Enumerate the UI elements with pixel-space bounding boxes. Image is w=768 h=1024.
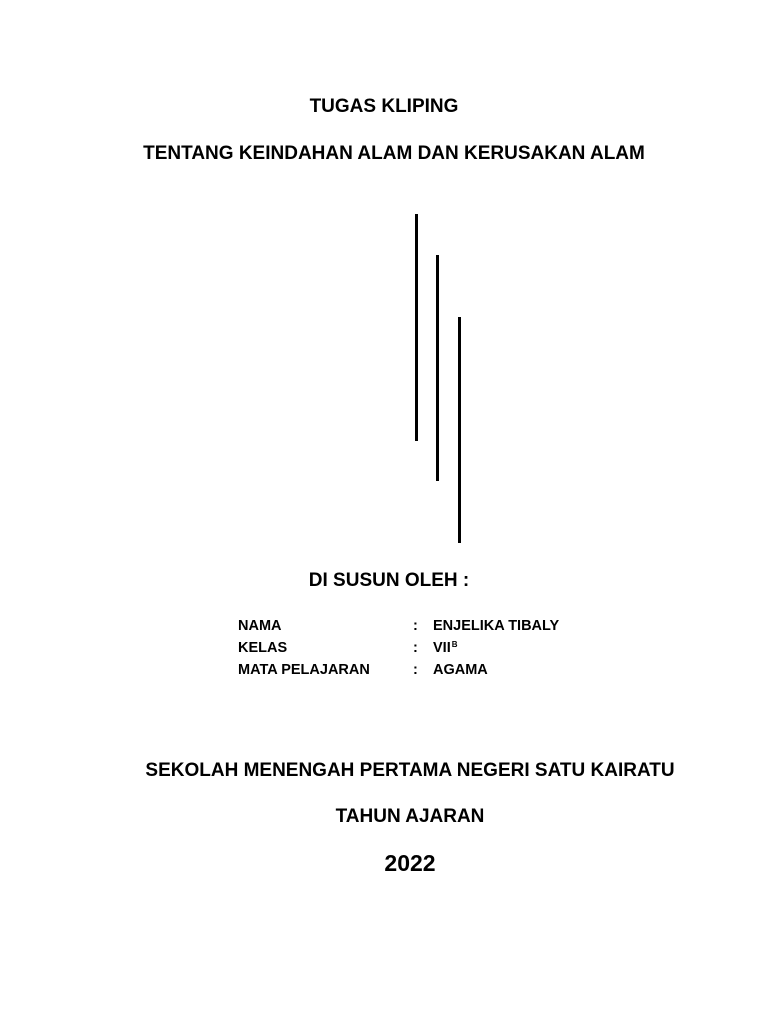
decorative-vertical-line [458, 317, 461, 543]
document-title: TUGAS KLIPING [309, 96, 459, 117]
info-separator: : [413, 640, 418, 656]
author-heading: DI SUSUN OLEH : [308, 570, 470, 591]
info-value [433, 615, 559, 637]
info-row-class [238, 637, 598, 659]
info-value [433, 637, 458, 659]
info-value-text: ENJELIKA TIBALY [433, 618, 560, 634]
academic-year: 2022 [384, 850, 436, 876]
document-subtitle: TENTANG KEINDAHAN ALAM DAN KERUSAKAN ALAM [143, 143, 645, 164]
info-label: KELAS [238, 640, 288, 656]
info-value [433, 659, 488, 681]
school-name: SEKOLAH MENENGAH PERTAMA NEGERI SATU KAIRATU [145, 760, 675, 781]
decorative-vertical-line [436, 255, 439, 481]
info-separator: : [413, 618, 418, 634]
info-label: MATA PELAJARAN [238, 662, 370, 678]
info-row-subject [238, 659, 598, 681]
info-label: NAMA [238, 618, 282, 634]
info-separator: : [413, 662, 418, 678]
student-info-table [238, 615, 598, 681]
decorative-vertical-line [415, 214, 418, 441]
class-superscript: B [451, 640, 458, 649]
info-value-text: VII [433, 640, 451, 656]
info-value-text: AGAMA [433, 662, 488, 678]
academic-year-label: TAHUN AJARAN [335, 806, 485, 827]
info-row-name [238, 615, 598, 637]
